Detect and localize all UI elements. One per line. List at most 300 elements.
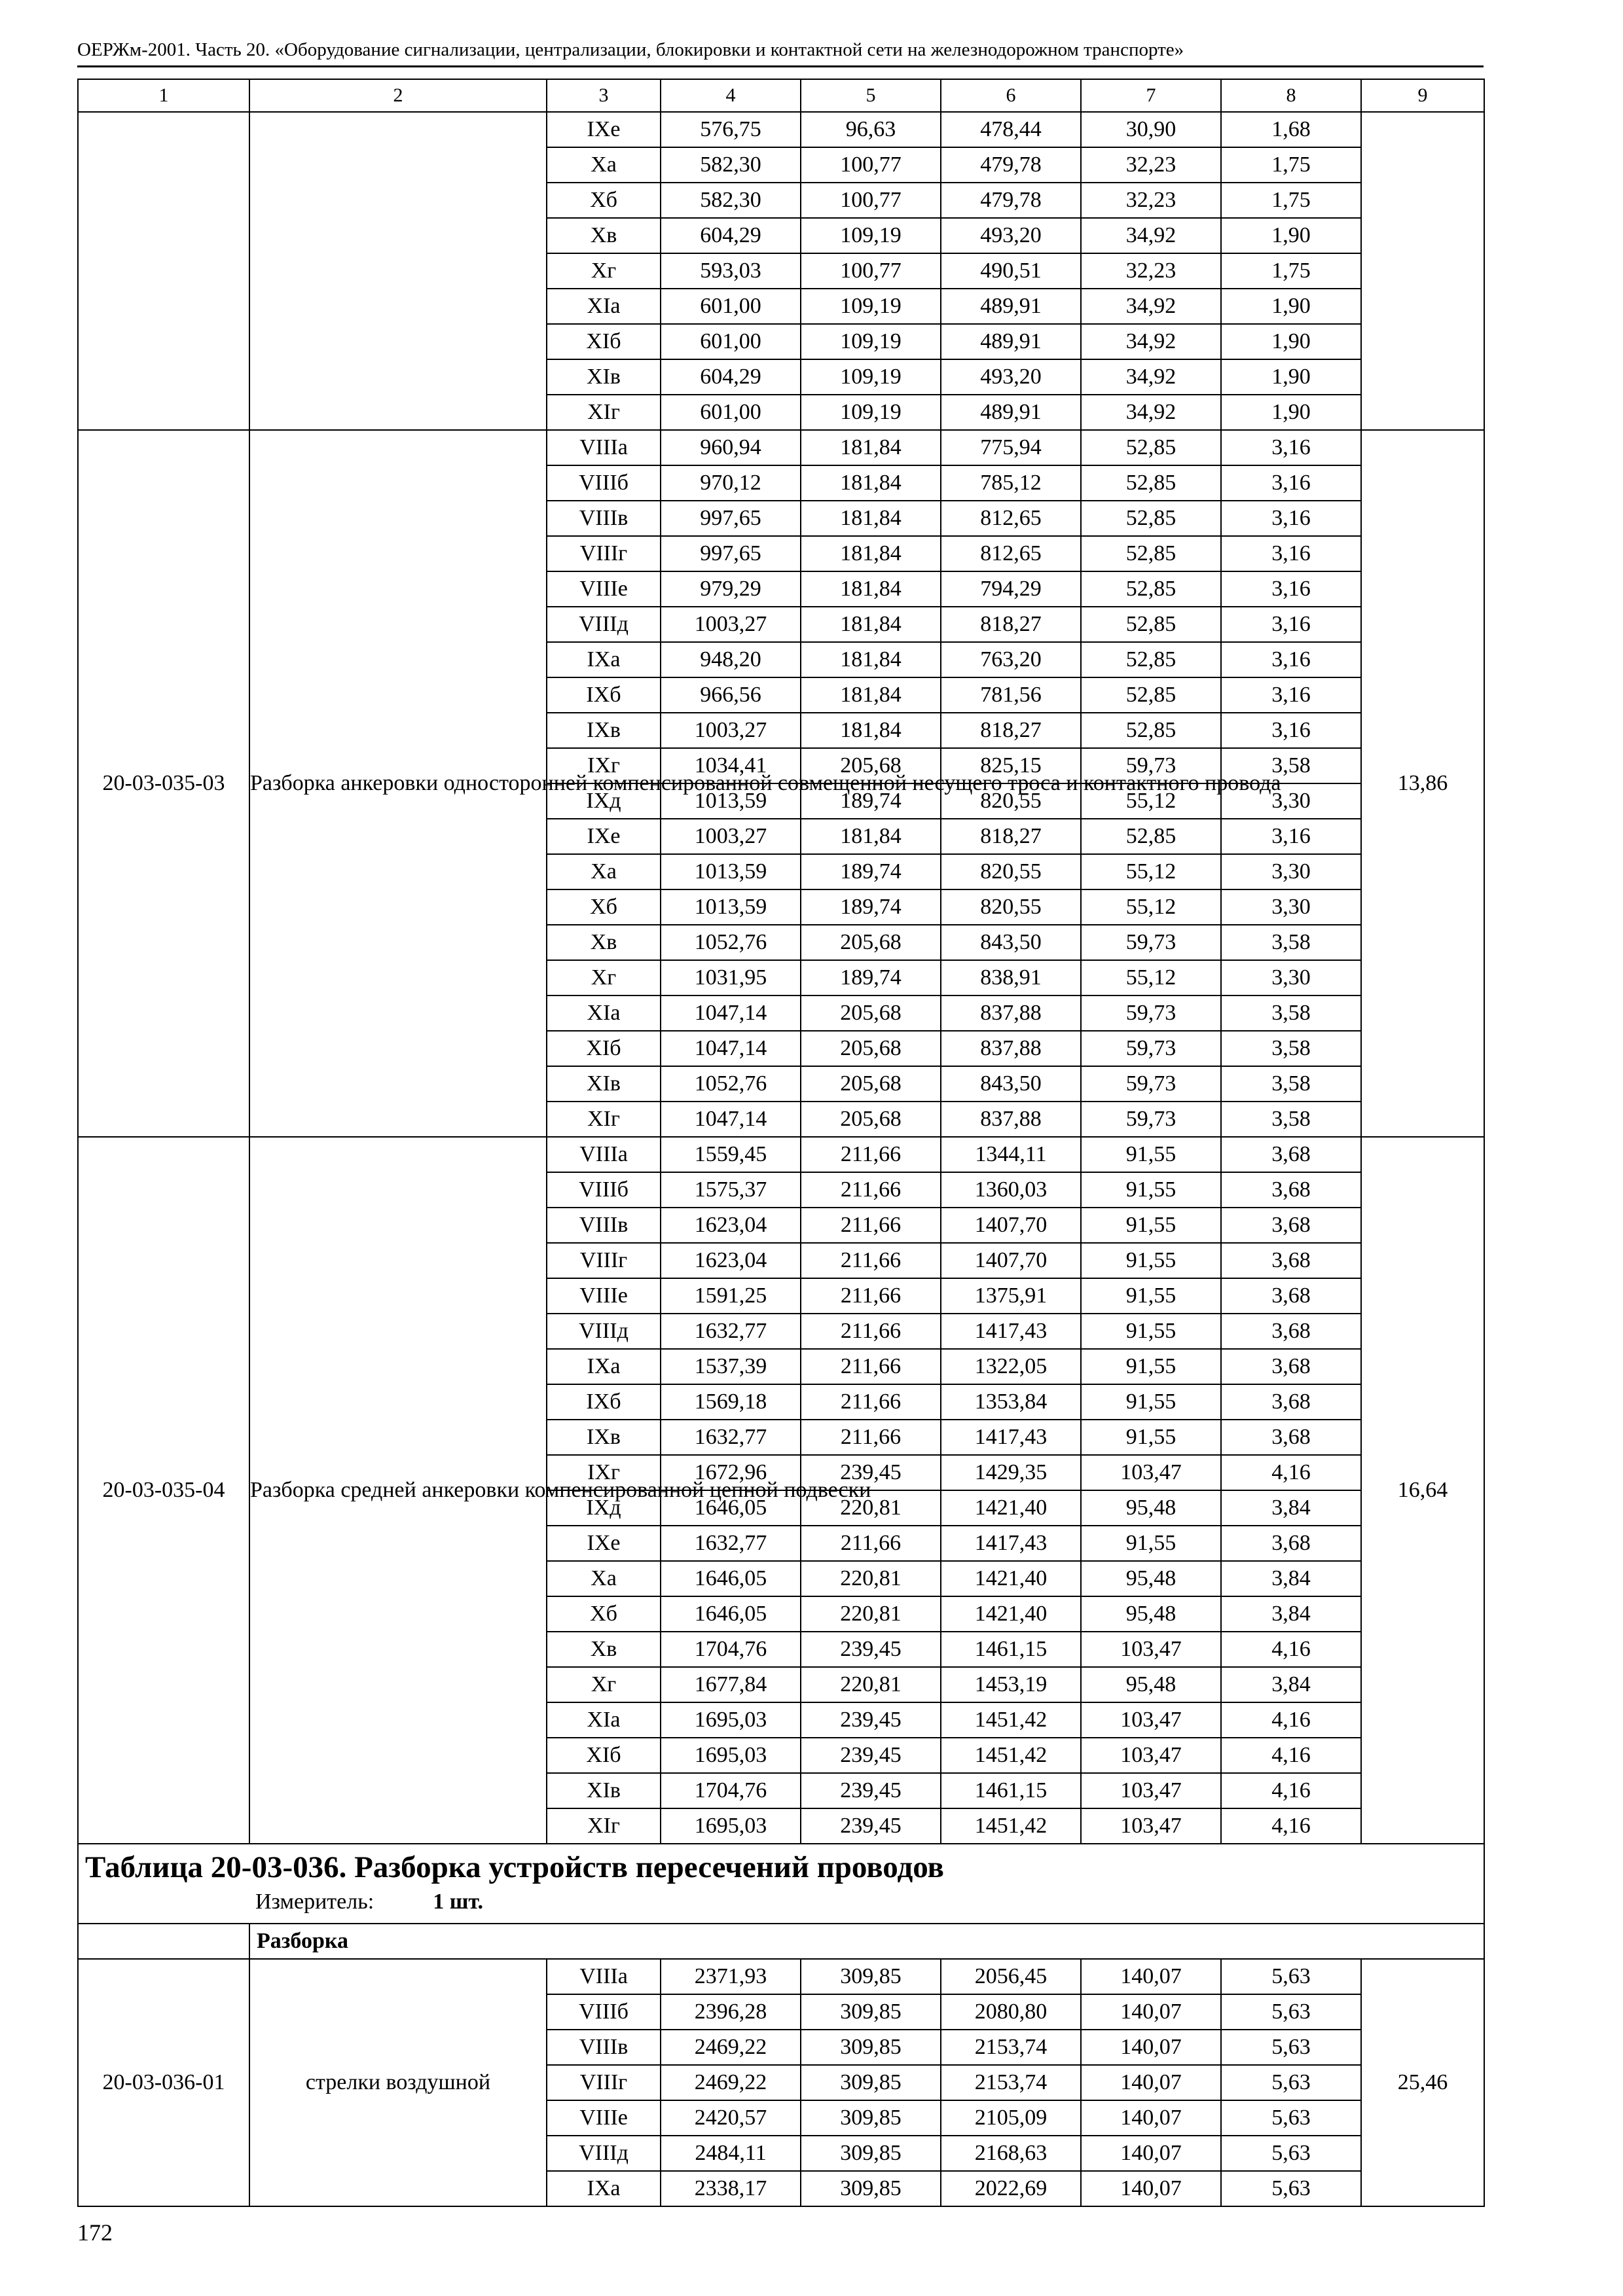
machine-wage-cell: 103,47 <box>1081 1773 1221 1808</box>
machine-wage-cell: 52,85 <box>1081 642 1221 677</box>
labor-hours-cell: 3,84 <box>1221 1490 1361 1526</box>
direct-cost-cell: 1003,27 <box>661 713 801 748</box>
labor-wage-cell: 211,66 <box>801 1349 941 1384</box>
rates-table <box>77 79 1485 2207</box>
labor-wage-cell: 100,77 <box>801 147 941 183</box>
column-number-row <box>78 79 1484 112</box>
column-number: 8 <box>1221 79 1361 112</box>
machine-wage-cell: 59,73 <box>1081 925 1221 960</box>
direct-cost-cell: 1591,25 <box>661 1278 801 1314</box>
materials-cell: 820,55 <box>941 854 1081 889</box>
labor-wage-cell: 239,45 <box>801 1455 941 1490</box>
labor-hours-cell: 5,63 <box>1221 2100 1361 2136</box>
section-row <box>78 1924 1484 1959</box>
materials-cell: 1421,40 <box>941 1596 1081 1632</box>
region-cell: IXг <box>547 748 661 783</box>
machine-wage-cell: 91,55 <box>1081 1137 1221 1172</box>
labor-wage-cell: 109,19 <box>801 289 941 324</box>
direct-cost-cell: 604,29 <box>661 218 801 253</box>
column-number: 9 <box>1361 79 1484 112</box>
materials-cell: 2153,74 <box>941 2030 1081 2065</box>
materials-cell: 489,91 <box>941 289 1081 324</box>
labor-hours-cell: 3,68 <box>1221 1349 1361 1384</box>
machine-wage-cell: 34,92 <box>1081 324 1221 359</box>
labor-hours-cell: 5,63 <box>1221 1994 1361 2030</box>
direct-cost-cell: 582,30 <box>661 147 801 183</box>
region-cell: IXд <box>547 783 661 819</box>
rate-code: 20-03-036-01 <box>78 1959 249 2206</box>
labor-hours-cell: 3,84 <box>1221 1667 1361 1702</box>
region-cell: Xа <box>547 854 661 889</box>
region-cell: IXв <box>547 1420 661 1455</box>
machine-wage-cell: 55,12 <box>1081 783 1221 819</box>
materials-cell: 1407,70 <box>941 1243 1081 1278</box>
labor-hours-cell: 3,58 <box>1221 1066 1361 1102</box>
machine-wage-cell: 140,07 <box>1081 2065 1221 2100</box>
machine-wage-cell: 52,85 <box>1081 607 1221 642</box>
materials-cell: 2105,09 <box>941 2100 1081 2136</box>
region-cell: VIIIг <box>547 2065 661 2100</box>
labor-wage-cell: 100,77 <box>801 253 941 289</box>
rate-code <box>78 112 249 430</box>
labor-wage-cell: 211,66 <box>801 1278 941 1314</box>
labor-hours-cell: 4,16 <box>1221 1738 1361 1773</box>
materials-cell: 2168,63 <box>941 2136 1081 2171</box>
labor-wage-cell: 109,19 <box>801 395 941 430</box>
labor-hours-cell: 3,84 <box>1221 1596 1361 1632</box>
direct-cost-cell: 1646,05 <box>661 1596 801 1632</box>
labor-wage-cell: 109,19 <box>801 218 941 253</box>
labor-wage-cell: 181,84 <box>801 430 941 465</box>
rate-description <box>249 112 547 430</box>
machine-wage-cell: 140,07 <box>1081 2136 1221 2171</box>
labor-wage-cell: 205,68 <box>801 925 941 960</box>
direct-cost-cell: 2338,17 <box>661 2171 801 2206</box>
machine-wage-cell: 59,73 <box>1081 1066 1221 1102</box>
table-row <box>78 112 1484 147</box>
direct-cost-cell: 1677,84 <box>661 1667 801 1702</box>
region-cell: VIIIб <box>547 465 661 501</box>
labor-hours-cell: 3,68 <box>1221 1420 1361 1455</box>
machine-wage-cell: 55,12 <box>1081 960 1221 996</box>
materials-cell: 775,94 <box>941 430 1081 465</box>
direct-cost-cell: 1646,05 <box>661 1561 801 1596</box>
labor-wage-cell: 109,19 <box>801 359 941 395</box>
region-cell: VIIIг <box>547 1243 661 1278</box>
labor-wage-cell: 181,84 <box>801 607 941 642</box>
materials-cell: 794,29 <box>941 571 1081 607</box>
region-cell: IXг <box>547 1455 661 1490</box>
labor-hours-cell: 1,90 <box>1221 218 1361 253</box>
labor-wage-cell: 220,81 <box>801 1667 941 1702</box>
region-cell: VIIIе <box>547 2100 661 2136</box>
direct-cost-cell: 2469,22 <box>661 2065 801 2100</box>
materials-cell: 1353,84 <box>941 1384 1081 1420</box>
direct-cost-cell: 604,29 <box>661 359 801 395</box>
machine-wage-cell: 34,92 <box>1081 359 1221 395</box>
region-cell: XIв <box>547 1773 661 1808</box>
rate-description: Разборка анкеровки односторонней компенсированной совмещенной несущего троса и контактного провода <box>249 430 547 1137</box>
labor-hours-cell: 3,58 <box>1221 996 1361 1031</box>
column-number: 7 <box>1081 79 1221 112</box>
labor-hours-cell: 3,16 <box>1221 642 1361 677</box>
machine-wage-cell: 59,73 <box>1081 748 1221 783</box>
col9-value: 16,64 <box>1361 1137 1484 1844</box>
labor-hours-cell: 3,68 <box>1221 1314 1361 1349</box>
direct-cost-cell: 1569,18 <box>661 1384 801 1420</box>
measure-label: Измеритель: <box>255 1890 374 1914</box>
direct-cost-cell: 601,00 <box>661 395 801 430</box>
labor-wage-cell: 205,68 <box>801 1066 941 1102</box>
materials-cell: 825,15 <box>941 748 1081 783</box>
region-cell: Xб <box>547 183 661 218</box>
materials-cell: 1344,11 <box>941 1137 1081 1172</box>
labor-hours-cell: 4,16 <box>1221 1455 1361 1490</box>
region-cell: XIб <box>547 1031 661 1066</box>
labor-hours-cell: 4,16 <box>1221 1632 1361 1667</box>
machine-wage-cell: 140,07 <box>1081 1994 1221 2030</box>
labor-hours-cell: 3,16 <box>1221 571 1361 607</box>
direct-cost-cell: 1013,59 <box>661 889 801 925</box>
machine-wage-cell: 91,55 <box>1081 1420 1221 1455</box>
machine-wage-cell: 91,55 <box>1081 1243 1221 1278</box>
direct-cost-cell: 997,65 <box>661 501 801 536</box>
region-cell: XIг <box>547 1102 661 1137</box>
direct-cost-cell: 1623,04 <box>661 1208 801 1243</box>
machine-wage-cell: 103,47 <box>1081 1632 1221 1667</box>
region-cell: IXб <box>547 677 661 713</box>
direct-cost-cell: 1052,76 <box>661 1066 801 1102</box>
labor-hours-cell: 1,75 <box>1221 253 1361 289</box>
machine-wage-cell: 52,85 <box>1081 571 1221 607</box>
labor-wage-cell: 181,84 <box>801 571 941 607</box>
machine-wage-cell: 52,85 <box>1081 713 1221 748</box>
labor-wage-cell: 181,84 <box>801 501 941 536</box>
labor-wage-cell: 181,84 <box>801 677 941 713</box>
region-cell: Xа <box>547 147 661 183</box>
materials-cell: 1429,35 <box>941 1455 1081 1490</box>
machine-wage-cell: 91,55 <box>1081 1208 1221 1243</box>
machine-wage-cell: 95,48 <box>1081 1490 1221 1526</box>
labor-wage-cell: 181,84 <box>801 536 941 571</box>
labor-wage-cell: 189,74 <box>801 889 941 925</box>
machine-wage-cell: 103,47 <box>1081 1455 1221 1490</box>
table-title-cell <box>78 1844 1484 1924</box>
labor-wage-cell: 309,85 <box>801 2065 941 2100</box>
labor-hours-cell: 3,16 <box>1221 501 1361 536</box>
labor-hours-cell: 3,30 <box>1221 889 1361 925</box>
materials-cell: 843,50 <box>941 1066 1081 1102</box>
region-cell: IXа <box>547 642 661 677</box>
column-number: 3 <box>547 79 661 112</box>
region-cell: IXд <box>547 1490 661 1526</box>
region-cell: Xв <box>547 218 661 253</box>
header-rule <box>77 65 1484 67</box>
labor-hours-cell: 3,16 <box>1221 465 1361 501</box>
materials-cell: 1360,03 <box>941 1172 1081 1208</box>
machine-wage-cell: 91,55 <box>1081 1172 1221 1208</box>
region-cell: VIIIе <box>547 1278 661 1314</box>
region-cell: XIа <box>547 1702 661 1738</box>
materials-cell: 1421,40 <box>941 1490 1081 1526</box>
labor-hours-cell: 1,90 <box>1221 359 1361 395</box>
materials-cell: 478,44 <box>941 112 1081 147</box>
labor-wage-cell: 189,74 <box>801 854 941 889</box>
direct-cost-cell: 576,75 <box>661 112 801 147</box>
labor-wage-cell: 211,66 <box>801 1172 941 1208</box>
materials-cell: 1375,91 <box>941 1278 1081 1314</box>
region-cell: IXе <box>547 1526 661 1561</box>
labor-hours-cell: 3,16 <box>1221 430 1361 465</box>
direct-cost-cell: 966,56 <box>661 677 801 713</box>
region-cell: Xг <box>547 1667 661 1702</box>
direct-cost-cell: 979,29 <box>661 571 801 607</box>
materials-cell: 1421,40 <box>941 1561 1081 1596</box>
labor-hours-cell: 3,58 <box>1221 925 1361 960</box>
labor-wage-cell: 211,66 <box>801 1137 941 1172</box>
region-cell: Xа <box>547 1561 661 1596</box>
materials-cell: 818,27 <box>941 819 1081 854</box>
materials-cell: 1407,70 <box>941 1208 1081 1243</box>
labor-hours-cell: 1,68 <box>1221 112 1361 147</box>
materials-cell: 1322,05 <box>941 1349 1081 1384</box>
region-cell: VIIIа <box>547 430 661 465</box>
region-cell: IXе <box>547 819 661 854</box>
labor-wage-cell: 239,45 <box>801 1773 941 1808</box>
labor-hours-cell: 3,68 <box>1221 1137 1361 1172</box>
labor-hours-cell: 3,58 <box>1221 748 1361 783</box>
machine-wage-cell: 52,85 <box>1081 430 1221 465</box>
rate-code: 20-03-035-03 <box>78 430 249 1137</box>
direct-cost-cell: 1704,76 <box>661 1773 801 1808</box>
region-cell: XIв <box>547 359 661 395</box>
labor-wage-cell: 309,85 <box>801 2171 941 2206</box>
direct-cost-cell: 1632,77 <box>661 1314 801 1349</box>
labor-wage-cell: 96,63 <box>801 112 941 147</box>
region-cell: Xб <box>547 1596 661 1632</box>
labor-hours-cell: 3,68 <box>1221 1208 1361 1243</box>
direct-cost-cell: 2469,22 <box>661 2030 801 2065</box>
machine-wage-cell: 140,07 <box>1081 2030 1221 2065</box>
region-cell: VIIIг <box>547 536 661 571</box>
labor-hours-cell: 3,16 <box>1221 536 1361 571</box>
direct-cost-cell: 1632,77 <box>661 1420 801 1455</box>
direct-cost-cell: 2420,57 <box>661 2100 801 2136</box>
table-row <box>78 430 1484 465</box>
materials-cell: 1461,15 <box>941 1773 1081 1808</box>
machine-wage-cell: 59,73 <box>1081 1031 1221 1066</box>
machine-wage-cell: 59,73 <box>1081 1102 1221 1137</box>
machine-wage-cell: 34,92 <box>1081 289 1221 324</box>
region-cell: XIг <box>547 395 661 430</box>
region-cell: VIIIв <box>547 2030 661 2065</box>
labor-hours-cell: 1,90 <box>1221 289 1361 324</box>
region-cell: IXв <box>547 713 661 748</box>
region-cell: XIг <box>547 1808 661 1844</box>
materials-cell: 2153,74 <box>941 2065 1081 2100</box>
column-number: 6 <box>941 79 1081 112</box>
direct-cost-cell: 593,03 <box>661 253 801 289</box>
region-cell: VIIIв <box>547 1208 661 1243</box>
labor-wage-cell: 181,84 <box>801 819 941 854</box>
measure-unit: 1 шт. <box>433 1890 484 1914</box>
region-cell: VIIIд <box>547 607 661 642</box>
machine-wage-cell: 91,55 <box>1081 1314 1221 1349</box>
direct-cost-cell: 2396,28 <box>661 1994 801 2030</box>
table-title-row <box>78 1844 1484 1924</box>
labor-wage-cell: 239,45 <box>801 1808 941 1844</box>
machine-wage-cell: 32,23 <box>1081 253 1221 289</box>
labor-wage-cell: 181,84 <box>801 642 941 677</box>
labor-hours-cell: 3,30 <box>1221 854 1361 889</box>
materials-cell: 812,65 <box>941 536 1081 571</box>
materials-cell: 489,91 <box>941 324 1081 359</box>
machine-wage-cell: 91,55 <box>1081 1278 1221 1314</box>
machine-wage-cell: 91,55 <box>1081 1349 1221 1384</box>
column-number: 4 <box>661 79 801 112</box>
region-cell: XIа <box>547 996 661 1031</box>
direct-cost-cell: 1559,45 <box>661 1137 801 1172</box>
materials-cell: 843,50 <box>941 925 1081 960</box>
labor-hours-cell: 3,68 <box>1221 1243 1361 1278</box>
materials-cell: 1453,19 <box>941 1667 1081 1702</box>
direct-cost-cell: 1575,37 <box>661 1172 801 1208</box>
labor-hours-cell: 3,16 <box>1221 713 1361 748</box>
labor-hours-cell: 5,63 <box>1221 2030 1361 2065</box>
materials-cell: 493,20 <box>941 218 1081 253</box>
labor-wage-cell: 211,66 <box>801 1526 941 1561</box>
region-cell: VIIIа <box>547 1959 661 1994</box>
labor-hours-cell: 3,58 <box>1221 1102 1361 1137</box>
region-cell: VIIIб <box>547 1172 661 1208</box>
region-cell: IXа <box>547 1349 661 1384</box>
labor-hours-cell: 3,30 <box>1221 960 1361 996</box>
machine-wage-cell: 55,12 <box>1081 889 1221 925</box>
labor-wage-cell: 220,81 <box>801 1561 941 1596</box>
direct-cost-cell: 1623,04 <box>661 1243 801 1278</box>
direct-cost-cell: 1695,03 <box>661 1702 801 1738</box>
labor-wage-cell: 309,85 <box>801 2100 941 2136</box>
region-cell: XIа <box>547 289 661 324</box>
labor-wage-cell: 205,68 <box>801 1102 941 1137</box>
materials-cell: 818,27 <box>941 713 1081 748</box>
materials-cell: 1451,42 <box>941 1738 1081 1773</box>
machine-wage-cell: 140,07 <box>1081 2171 1221 2206</box>
direct-cost-cell: 1031,95 <box>661 960 801 996</box>
region-cell: XIб <box>547 324 661 359</box>
rate-description: Разборка средней анкеровки компенсированной цепной подвески <box>249 1137 547 1844</box>
labor-wage-cell: 309,85 <box>801 1959 941 1994</box>
machine-wage-cell: 95,48 <box>1081 1667 1221 1702</box>
region-cell: VIIIд <box>547 2136 661 2171</box>
materials-cell: 493,20 <box>941 359 1081 395</box>
labor-hours-cell: 5,63 <box>1221 2065 1361 2100</box>
region-cell: VIIIб <box>547 1994 661 2030</box>
materials-cell: 820,55 <box>941 783 1081 819</box>
labor-wage-cell: 309,85 <box>801 1994 941 2030</box>
materials-cell: 1417,43 <box>941 1526 1081 1561</box>
labor-wage-cell: 181,84 <box>801 465 941 501</box>
region-cell: Xг <box>547 253 661 289</box>
direct-cost-cell: 2484,11 <box>661 2136 801 2171</box>
labor-wage-cell: 211,66 <box>801 1208 941 1243</box>
machine-wage-cell: 91,55 <box>1081 1526 1221 1561</box>
column-number: 1 <box>78 79 249 112</box>
machine-wage-cell: 30,90 <box>1081 112 1221 147</box>
materials-cell: 479,78 <box>941 183 1081 218</box>
labor-hours-cell: 4,16 <box>1221 1773 1361 1808</box>
materials-cell: 1461,15 <box>941 1632 1081 1667</box>
materials-cell: 479,78 <box>941 147 1081 183</box>
direct-cost-cell: 2371,93 <box>661 1959 801 1994</box>
col9-value: 13,86 <box>1361 430 1484 1137</box>
labor-wage-cell: 239,45 <box>801 1702 941 1738</box>
running-header: ОЕРЖм-2001. Часть 20. «Оборудование сигнализации, централизации, блокировки и контактной сети на железнодорожном транспорте» <box>77 39 1184 60</box>
table-row <box>78 1137 1484 1172</box>
machine-wage-cell: 32,23 <box>1081 147 1221 183</box>
labor-hours-cell: 4,16 <box>1221 1808 1361 1844</box>
materials-cell: 1417,43 <box>941 1420 1081 1455</box>
materials-cell: 1417,43 <box>941 1314 1081 1349</box>
region-cell: VIIIд <box>547 1314 661 1349</box>
region-cell: IXа <box>547 2171 661 2206</box>
machine-wage-cell: 95,48 <box>1081 1561 1221 1596</box>
direct-cost-cell: 1047,14 <box>661 1102 801 1137</box>
materials-cell: 2056,45 <box>941 1959 1081 1994</box>
labor-hours-cell: 5,63 <box>1221 2171 1361 2206</box>
region-cell: Xв <box>547 1632 661 1667</box>
direct-cost-cell: 601,00 <box>661 324 801 359</box>
labor-hours-cell: 3,68 <box>1221 1278 1361 1314</box>
machine-wage-cell: 52,85 <box>1081 677 1221 713</box>
labor-wage-cell: 309,85 <box>801 2136 941 2171</box>
direct-cost-cell: 1003,27 <box>661 819 801 854</box>
materials-cell: 763,20 <box>941 642 1081 677</box>
materials-cell: 837,88 <box>941 1102 1081 1137</box>
machine-wage-cell: 91,55 <box>1081 1384 1221 1420</box>
machine-wage-cell: 52,85 <box>1081 501 1221 536</box>
region-cell: VIIIе <box>547 571 661 607</box>
machine-wage-cell: 32,23 <box>1081 183 1221 218</box>
labor-hours-cell: 1,90 <box>1221 324 1361 359</box>
materials-cell: 2022,69 <box>941 2171 1081 2206</box>
table-row <box>78 1959 1484 1994</box>
direct-cost-cell: 1704,76 <box>661 1632 801 1667</box>
labor-wage-cell: 220,81 <box>801 1596 941 1632</box>
labor-hours-cell: 3,68 <box>1221 1384 1361 1420</box>
materials-cell: 838,91 <box>941 960 1081 996</box>
machine-wage-cell: 140,07 <box>1081 1959 1221 1994</box>
machine-wage-cell: 103,47 <box>1081 1702 1221 1738</box>
labor-hours-cell: 3,16 <box>1221 677 1361 713</box>
region-cell: Xв <box>547 925 661 960</box>
labor-hours-cell: 5,63 <box>1221 1959 1361 1994</box>
materials-cell: 837,88 <box>941 996 1081 1031</box>
direct-cost-cell: 960,94 <box>661 430 801 465</box>
materials-cell: 820,55 <box>941 889 1081 925</box>
direct-cost-cell: 1695,03 <box>661 1738 801 1773</box>
labor-wage-cell: 205,68 <box>801 748 941 783</box>
materials-cell: 837,88 <box>941 1031 1081 1066</box>
materials-cell: 781,56 <box>941 677 1081 713</box>
direct-cost-cell: 997,65 <box>661 536 801 571</box>
labor-hours-cell: 3,16 <box>1221 819 1361 854</box>
rate-description: стрелки воздушной <box>249 1959 547 2206</box>
labor-wage-cell: 109,19 <box>801 324 941 359</box>
col9-value: 25,46 <box>1361 1959 1484 2206</box>
region-cell: Xб <box>547 889 661 925</box>
page-number: 172 <box>77 2219 113 2246</box>
